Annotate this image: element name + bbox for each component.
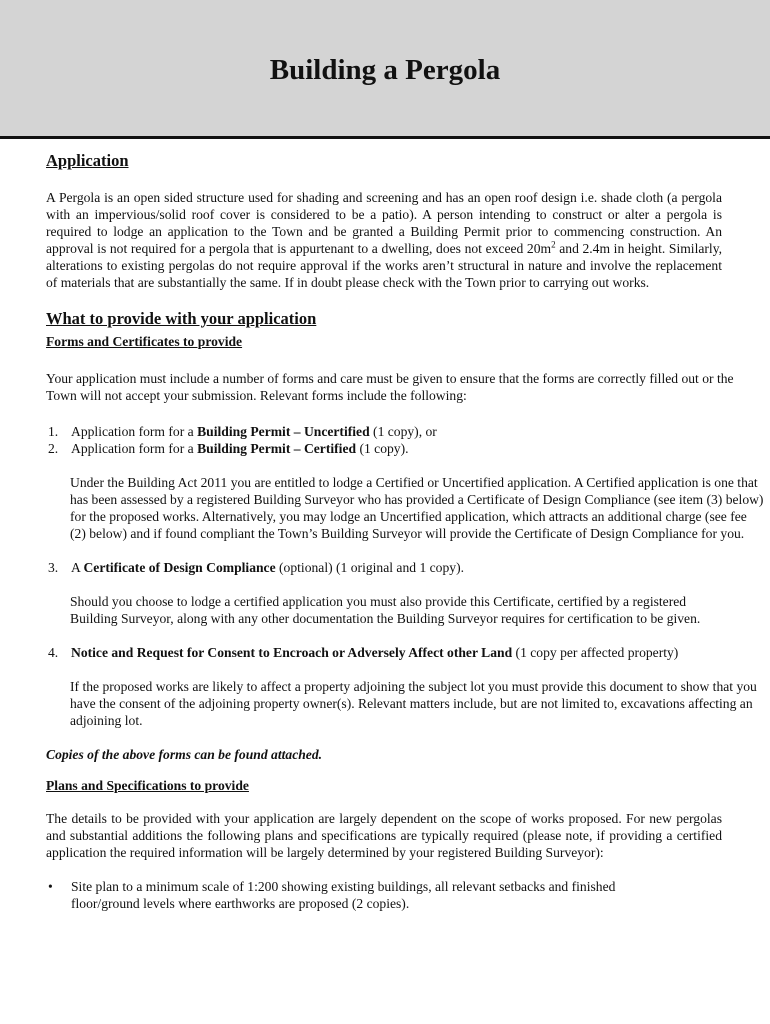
form-name: Building Permit – Certified xyxy=(197,441,357,456)
list-number: 4. xyxy=(48,645,59,660)
list-item xyxy=(46,644,722,661)
list-item xyxy=(46,559,722,576)
copies-note: Copies of the above forms can be found attached. xyxy=(46,747,323,762)
list-item xyxy=(46,440,722,457)
list-text: (1 copy per affected property) xyxy=(512,645,679,660)
bullet-icon: • xyxy=(48,879,53,894)
form-name: Notice and Request for Consent to Encroach or Adversely Affect other Land xyxy=(71,645,513,660)
application-text-end: and 2.4m in height. Similarly, alterations to existing pergolas do not require approval if the works aren’t structural in nature and involve the replacement of materials that are substantially the same. If in doubt please check with the Town prior to carrying out works. xyxy=(46,241,723,290)
forms-list xyxy=(46,423,722,457)
list-text: Application form for a xyxy=(71,424,198,439)
application-text-start: A Pergola is an open sided structure used for shading and screening and has an open roof design i.e. shade cloth (a pergola with an impervious/solid roof cover is considered to be a patio). A person intending to construct or alter a pergola is required to lodge an application to the Town and be granted a Building Permit prior to commencing construction. An approval is not required for a pergola that is appurtenant to a dwelling, does not exceed 20m xyxy=(46,190,722,256)
list-text: (optional) (1 original and 1 copy). xyxy=(275,560,464,575)
forms-intro: Your application must include a number of forms and care must be given to ensure that the forms are correctly filled out or the Town will not accept your submission. Relevant forms include the following: xyxy=(46,371,734,403)
list-text: A xyxy=(71,560,84,575)
list-item xyxy=(46,423,722,440)
list-text: (1 copy), or xyxy=(369,424,437,439)
plans-list xyxy=(46,878,722,912)
document-body xyxy=(46,150,764,912)
list-number: 3. xyxy=(48,560,59,575)
application-paragraph xyxy=(46,189,722,291)
list-text: Application form for a xyxy=(71,441,198,456)
list-text: Site plan to a minimum scale of 1:200 showing existing buildings, all relevant setbacks and finished floor/ground levels where earthworks are proposed (2 copies). xyxy=(71,879,616,911)
building-act-paragraph: Under the Building Act 2011 you are entitled to lodge a Certified or Uncertified application. A Certified application is one that has been assessed by a registered Building Surveyor who has provided a Certificate of Design Compliance (see item (3) below) for the proposed works. Alternatively, you may lodge an Uncertified application, which attracts an additional charge (see fee (2) below) and if found compliant the Town’s Building Surveyor will provide the Certificate of Design Compliance for you. xyxy=(70,475,764,541)
application-heading: Application xyxy=(46,151,129,170)
what-to-provide-heading: What to provide with your application xyxy=(46,309,317,328)
encroach-paragraph: If the proposed works are likely to affect a property adjoining the subject lot you must provide this document to show that you have the consent of the adjoining property owner(s). Relevant matters include, but are not limited to, excavations affecting an adjoining lot. xyxy=(70,679,757,728)
list-item xyxy=(46,878,722,912)
list-text: (1 copy). xyxy=(356,441,409,456)
form-name: Certificate of Design Compliance xyxy=(83,560,276,575)
forms-heading: Forms and Certificates to provide xyxy=(46,334,243,349)
list-number: 1. xyxy=(48,424,59,439)
superscript-two: 2 xyxy=(551,239,556,250)
page-title: Building a Pergola xyxy=(269,54,501,86)
plans-intro: The details to be provided with your application are largely dependent on the scope of works proposed. For new pergolas and substantial additions the following plans and specifications are typically required (please note, if providing a certified application the required information will be largely determined by your registered Building Surveyor): xyxy=(46,811,722,860)
plans-heading: Plans and Specifications to provide xyxy=(46,778,249,793)
form-name: Building Permit – Uncertified xyxy=(197,424,370,439)
list-number: 2. xyxy=(48,441,59,456)
title-banner xyxy=(0,0,770,139)
certificate-paragraph: Should you choose to lodge a certified application you must also provide this Certificate, certified by a registered Building Surveyor, along with any other documentation the Building Surveyor requires for certification to be given. xyxy=(70,594,701,626)
